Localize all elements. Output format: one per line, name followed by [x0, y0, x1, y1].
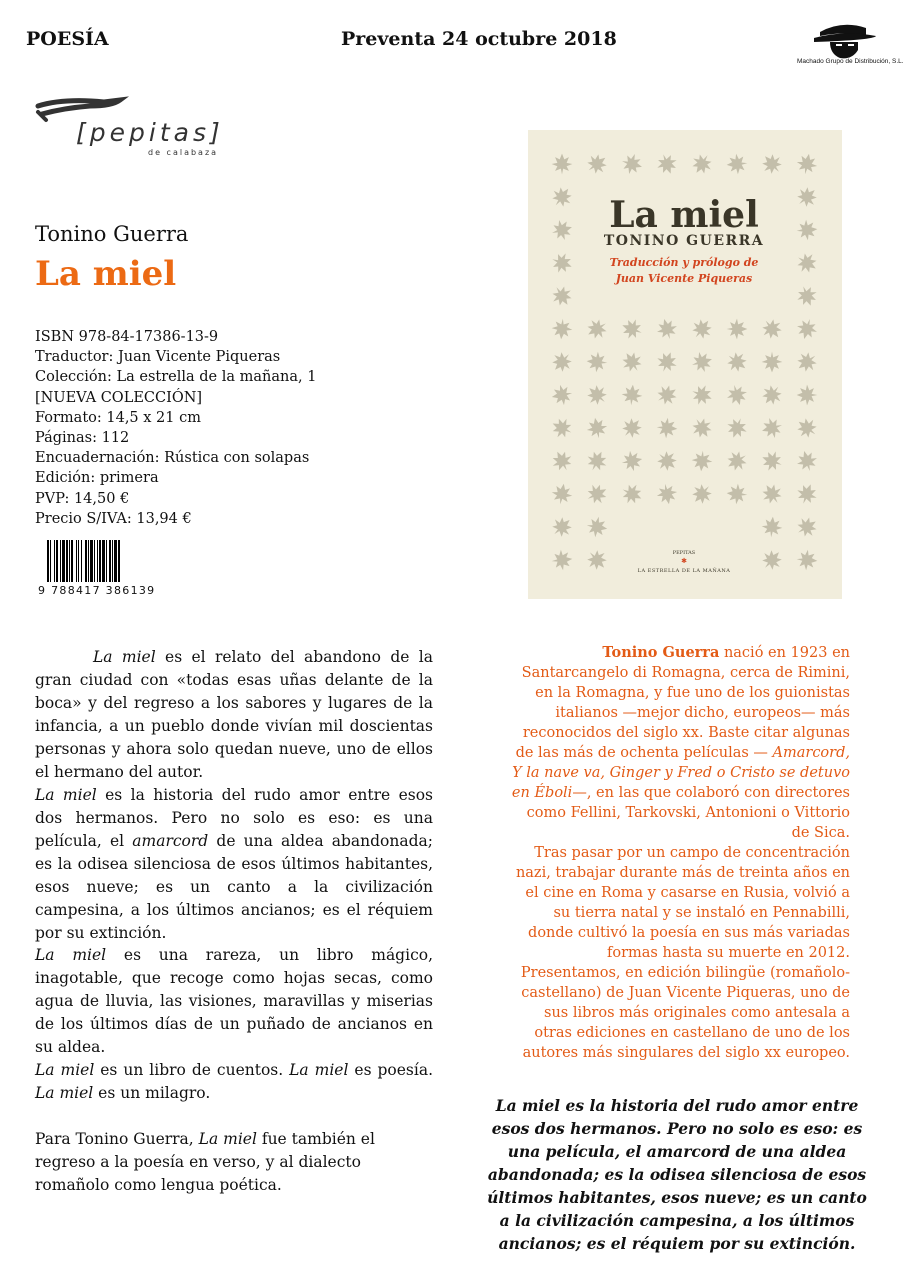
barcode-bar: [99, 540, 101, 582]
barcode-bar: [56, 540, 58, 582]
barcode-bar: [71, 540, 73, 582]
maple-leaf-icon: [550, 482, 574, 506]
maple-leaf-icon: [726, 483, 748, 505]
spec-format: Formato: 14,5 x 21 cm: [35, 409, 201, 426]
cover-star-icon: ✱: [681, 557, 687, 565]
maple-leaf-icon: [723, 348, 752, 377]
maple-leaf-icon: [797, 385, 818, 406]
maple-leaf-icon: [726, 153, 748, 175]
bio-films: Amarcord, Y la nave va, Ginger y Fred o Cristo se detuvo en Éboli: [511, 745, 850, 801]
maple-leaf-icon: [794, 481, 821, 508]
barcode-bar: [54, 540, 55, 582]
maple-leaf-icon: [617, 413, 646, 442]
spec-binding: Encuadernación: Rústica con solapas: [35, 450, 310, 467]
author-bio: Tonino Guerra nació en 1923 en Santarcangelo di Romagna, cerca de Rimini, en la Romagna, y fue uno de los guionistas italianos —mejor dicho, europeos— más reconocidos del siglo xx. Baste citar algunas de las más de ochenta películas — Amarcord, Y la nave va, Ginger y Fred o Cristo se detuvo en Éboli—, en las que colaboró con directores como Fellini, Tarkovski, Antonioni o Vittorio de Sica. Tras pasar por un campo de concentración nazi, trabajar durante más de treinta años en el cine en Roma y casarse en Rusia, volvió a su tierra natal y se instaló en Pennabilli, donde cultivó la poesía en sus más variadas formas hasta su muerte en 2012. Presentamos, en edición bilingüe (romañolo-castellano) de Juan Vicente Piqueras, uno de sus libros más originales como antesala a otras ediciones en castellano de uno de los autores más singulares del siglo xx europeo.: [511, 644, 850, 1061]
barcode-bar: [78, 540, 79, 582]
maple-leaf-icon: [653, 381, 682, 410]
maple-leaf-icon: [794, 316, 820, 342]
maple-leaf-icon: [691, 450, 713, 472]
body-paragraph-4: La miel es un libro de cuentos. La miel es poesía. La miel es un milagro.: [35, 1061, 434, 1102]
body-paragraph-5: Para Tonino Guerra, La miel fue también el regreso a la poesía en verso, y al dialecto romañolo como lengua poética.: [35, 1130, 375, 1194]
barcode-number: 9 788417 386139: [38, 584, 156, 597]
maple-leaf-icon: [689, 382, 716, 409]
cover-translator: Juan Vicente Piqueras: [615, 272, 753, 285]
maple-leaf-icon: [793, 414, 822, 443]
maple-leaf-icon: [583, 480, 611, 508]
body-paragraph-1: La miel es el relato del abandono de la gran ciudad con «todas esas uñas delante de la boca» y del regreso a los sabores y lugares de la infancia, a un pueblo donde vivían mil doscientas personas y ahora solo quedan nueve, uno de ellos el hermano del autor.: [35, 648, 433, 781]
presale-date: Preventa 24 octubre 2018: [341, 28, 617, 50]
maple-leaf-icon: [548, 447, 576, 475]
maple-leaf-icon: [759, 448, 786, 475]
distributor-name: Machado Grupo de Distribución, S.L.: [797, 58, 904, 65]
maple-leaf-icon: [688, 150, 717, 179]
maple-leaf-icon: [654, 349, 681, 376]
maple-leaf-icon: [758, 315, 787, 344]
spec-edition: Edición: primera: [35, 470, 159, 487]
maple-leaf-icon: [793, 513, 822, 542]
maple-leaf-icon: [688, 414, 717, 443]
cover-author: TONINO GUERRA: [603, 233, 765, 249]
maple-leaf-icon: [583, 315, 612, 344]
barcode-bar: [81, 540, 82, 582]
maple-leaf-icon: [794, 448, 820, 474]
barcode-bar: [106, 540, 107, 582]
maple-leaf-icon: [619, 151, 645, 177]
maple-leaf-icon: [761, 516, 783, 538]
maple-leaf-icon: [688, 315, 717, 344]
barcode-bar: [90, 540, 93, 582]
maple-leaf-icon: [759, 415, 785, 441]
spec-translator: Traductor: Juan Vicente Piqueras: [35, 349, 281, 366]
maple-leaf-icon: [758, 480, 787, 509]
genre-label: POESÍA: [26, 28, 109, 50]
spec-isbn: ISBN 978-84-17386-13-9: [35, 329, 219, 345]
maple-leaf-icon: [762, 352, 783, 373]
book-title: La miel: [35, 254, 177, 294]
maple-leaf-icon: [550, 383, 574, 407]
barcode-bar: [50, 540, 51, 582]
maple-leaf-icon: [585, 515, 609, 539]
maple-leaf-icon: [583, 447, 611, 475]
maple-leaf-icon: [654, 151, 681, 178]
book-author: Tonino Guerra: [35, 222, 189, 246]
body-paragraph-3: La miel es una rareza, un libro mágico, inagotable, que recoge como hojas secas, como agua de lluvia, las visiones, maravillas y miserias de los últimos días de un puñado de ancianos en su aldea.: [35, 946, 434, 1056]
barcode-bar: [118, 540, 120, 582]
body-paragraph-2: La miel es la historia del rudo amor entre esos dos hermanos. Pero no solo es eso: es una película, el amarcord de una aldea abandonada; es la odisea silenciosa de esos últimos habitantes, esos nueve; es un canto a la civilización campesina, a los últimos ancianos; es el réquiem por su extinción.: [35, 786, 434, 942]
spec-collection: Colección: La estrella de la mañana, 1: [35, 369, 317, 386]
maple-leaf-icon: [585, 416, 609, 440]
cover-translation-line: Traducción y prólogo de: [609, 256, 759, 269]
maple-leaf-icon: [794, 283, 821, 310]
maple-leaf-icon: [551, 318, 573, 340]
barcode-bar: [102, 540, 105, 582]
publisher-subtitle: de calabaza: [148, 148, 219, 157]
barcode-bar: [94, 540, 95, 582]
maple-leaf-icon: [656, 417, 678, 439]
maple-leaf-icon: [620, 449, 644, 473]
barcode-bar: [109, 540, 111, 582]
distributor-logo-icon: [800, 14, 890, 76]
publisher-name: [pepitas]: [76, 118, 224, 147]
maple-leaf-icon: [652, 446, 681, 475]
maple-leaf-icon: [687, 479, 716, 508]
maple-leaf-icon: [621, 384, 643, 406]
maple-leaf-icon: [618, 348, 647, 377]
maple-leaf-icon: [548, 414, 576, 442]
maple-leaf-icon: [618, 480, 646, 508]
maple-leaf-icon: [758, 381, 787, 410]
cover-publisher: PEPITAS: [672, 550, 696, 556]
maple-leaf-icon: [655, 482, 679, 506]
barcode-bar: [76, 540, 77, 582]
maple-leaf-icon: [757, 149, 786, 178]
maple-leaf-icon: [723, 447, 752, 476]
maple-leaf-icon: [547, 512, 576, 541]
maple-leaf-icon: [583, 150, 612, 179]
bio-author-name: Tonino Guerra: [602, 644, 720, 661]
barcode-bar: [60, 540, 61, 582]
barcode-bar: [97, 540, 98, 582]
maple-leaf-icon: [793, 348, 822, 377]
book-specs: [35, 327, 316, 529]
maple-leaf-icon: [552, 154, 573, 175]
spec-new-collection: [NUEVA COLECCIÓN]: [35, 389, 203, 406]
maple-leaf-icon: [689, 349, 715, 375]
maple-leaf-icon: [724, 415, 751, 442]
barcode-bar: [112, 540, 113, 582]
maple-leaf-icon: [795, 152, 819, 176]
maple-leaf-icon: [724, 382, 750, 408]
barcode-bar: [62, 540, 65, 582]
pull-quote: La miel es la historia del rudo amor entre esos dos hermanos. Pero no solo es eso: es una película, el amarcord de una aldea abandonada; es la odisea silenciosa de esos últimos habitantes, esos nueve; es un canto a la civilización campesina, a los últimos ancianos; es el réquiem por su extinción.: [487, 1096, 867, 1253]
cover-collection: LA ESTRELLA DE LA MAÑANA: [637, 568, 731, 574]
book-cover: [528, 130, 842, 599]
maple-leaf-icon: [654, 316, 680, 342]
barcode-bar: [66, 540, 68, 582]
maple-leaf-icon: [727, 319, 748, 340]
barcode-bar: [85, 540, 87, 582]
maple-leaf-icon: [619, 316, 646, 343]
barcode-bar: [114, 540, 117, 582]
barcode-bar: [69, 540, 70, 582]
barcode-bar: [47, 540, 49, 582]
barcode-bar: [88, 540, 89, 582]
maple-leaf-icon: [582, 380, 611, 409]
maple-leaf-icon: [547, 347, 576, 376]
spec-pages: Páginas: 112: [35, 430, 130, 447]
maple-leaf-icon: [586, 351, 608, 373]
maple-leaf-icon: [548, 282, 577, 311]
cover-title: La miel: [609, 194, 759, 236]
spec-price-no-vat: Precio S/IVA: 13,94 €: [35, 510, 192, 527]
spec-price: PVP: 14,50 €: [35, 490, 130, 507]
